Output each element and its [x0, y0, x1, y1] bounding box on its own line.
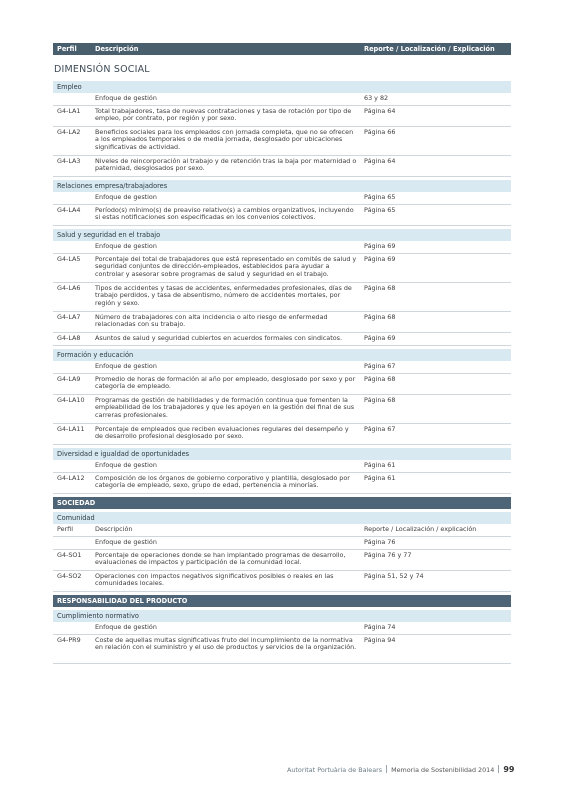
- row-description: Operaciones con impactos negativos significativos posibles o reales en las comunidades locales.: [95, 571, 334, 588]
- table-row: [53, 374, 511, 395]
- row-description: Coste de aquellas multas significativas fruto del incumplimiento de la normativa en relación con el suministro y el uso de productos y servicios de la organización.: [95, 635, 357, 652]
- group-title: Formación y educación: [57, 351, 134, 359]
- row-reference: Página 74: [364, 622, 396, 631]
- footer-organization: Autoritat Portuària de Balears: [287, 766, 383, 774]
- row-code: G4-LA3: [57, 156, 81, 165]
- table-row: [53, 333, 511, 346]
- row-reference: Página 68: [364, 312, 396, 321]
- group-cumplimiento: [53, 610, 511, 622]
- subheader-descripcion: Descripción: [95, 524, 133, 533]
- footer-divider: [386, 765, 387, 773]
- table-row: [53, 254, 511, 283]
- row-reference: Página 64: [364, 106, 396, 115]
- row-description: Enfoque de gestion: [95, 361, 157, 370]
- row-description: Período(s) mínimo(s) de preaviso relativo(s) a cambios organizativos, incluyendo si estas notificaciones son especificadas en los convenios colectivos.: [95, 205, 354, 222]
- gri-index-table: [53, 43, 511, 664]
- row-code: G4-LA12: [57, 473, 85, 482]
- row-description: Niveles de reincorporación al trabajo y de retención tras la baja por maternidad o paternidad, desglosados por sexo.: [95, 156, 357, 173]
- row-reference: Página 69: [364, 254, 396, 263]
- row-description: Número de trabajadores con alta incidencia o alto riesgo de enfermedad relacionadas con su trabajo.: [95, 312, 328, 329]
- group-formacion: [53, 349, 511, 361]
- table-row: [53, 635, 511, 664]
- table-row: [53, 424, 511, 445]
- group-diversidad: [53, 448, 511, 460]
- group-relaciones: [53, 180, 511, 192]
- group-title: Empleo: [57, 83, 82, 91]
- row-code: G4-LA2: [57, 127, 81, 136]
- row-description: Programas de gestión de habilidades y de formación continua que fomenten la empleabilidad de los trabajadores y que les apoyen en la gestión del final de sus carreras profesionales.: [95, 395, 355, 419]
- table-row: [53, 283, 511, 312]
- table-row: [53, 622, 511, 635]
- row-description: Enfoque de gestión: [95, 537, 157, 546]
- subheader-reporte: Reporte / Localización / explicación: [364, 524, 477, 533]
- row-code: G4-LA7: [57, 312, 81, 321]
- section-bar-producto: [53, 595, 511, 607]
- section-bar-sociedad: [53, 497, 511, 509]
- header-descripcion: Descripción: [95, 45, 139, 53]
- table-row: [53, 550, 511, 571]
- row-description: Beneficios sociales para los empleados con jornada completa, que no se ofrecen a los empleados temporales o de media jornada, desglosado por ubicaciones significativas de actividad.: [95, 127, 354, 151]
- row-reference: Página 64: [364, 156, 396, 165]
- table-row: [53, 537, 511, 550]
- row-reference: Página 68: [364, 395, 396, 404]
- row-code: G4-PR9: [57, 635, 81, 644]
- page-footer: [287, 765, 514, 774]
- table-row: [53, 460, 511, 473]
- row-reference: Página 69: [364, 333, 396, 342]
- header-reporte: Reporte / Localización / Explicación: [364, 45, 495, 53]
- row-description: Total trabajadores, tasa de nuevas contrataciones y tasa de rotación por tipo de empleo, por contrato, por región y por sexo.: [95, 106, 352, 123]
- group-title: Diversidad e igualdad de oportunidades: [57, 450, 190, 458]
- row-code: G4-LA1: [57, 106, 81, 115]
- row-description: Enfoque de gestion: [95, 460, 157, 469]
- table-row: [53, 361, 511, 374]
- table-row: [53, 205, 511, 226]
- row-reference: Página 67: [364, 361, 396, 370]
- row-code: G4-LA11: [57, 424, 85, 433]
- row-code: G4-LA9: [57, 374, 81, 383]
- table-row: [53, 127, 511, 156]
- subheader-perfil: Perfil: [57, 524, 73, 533]
- row-reference: Página 61: [364, 473, 396, 482]
- table-header: [53, 43, 511, 55]
- table-row: [53, 571, 511, 592]
- page-number: 99: [503, 765, 515, 774]
- row-description: Tipos de accidentes y tasas de accidentes, enfermedades profesionales, días de trabajo perdidos, y tasa de absentismo, número de accidentes mortales, por región y sexo.: [95, 283, 352, 307]
- row-code: G4-LA10: [57, 395, 85, 404]
- row-description: Enfoque de gestion: [95, 241, 157, 250]
- row-reference: Página 68: [364, 283, 396, 292]
- table-row: [53, 473, 511, 494]
- table-row: [53, 93, 511, 106]
- row-description: Porcentaje del total de trabajadores que está representado en comités de salud y seguridad conjuntos de dirección-empleados, establecidos para ayudar a controlar y asesorar sobre programas de salud y seguridad en el trabajo.: [95, 254, 357, 278]
- group-comunidad: [53, 512, 511, 524]
- row-description: Porcentaje de empleados que reciben evaluaciones regulares del desempeño y de desarrollo profesional desglosado por sexo.: [95, 424, 349, 441]
- section-bar-title: RESPONSABILIDAD DEL PRODUCTO: [57, 597, 188, 605]
- table-row: [53, 312, 511, 333]
- row-code: G4-SO1: [57, 550, 82, 559]
- table-row: [53, 156, 511, 177]
- group-title: Salud y seguridad en el trabajo: [57, 231, 161, 239]
- row-description: Enfoque de gestion: [95, 192, 157, 201]
- footer-divider: [498, 765, 499, 773]
- row-reference: Página 66: [364, 127, 396, 136]
- row-description: Porcentaje de operaciones donde se han implantado programas de desarrollo, evaluaciones de impactos y participación de la comunidad local.: [95, 550, 346, 567]
- row-description: Asuntos de salud y seguridad cubiertos en acuerdos formales con sindicatos.: [95, 333, 342, 342]
- row-reference: Página 76 y 77: [364, 550, 412, 559]
- row-reference: Página 69: [364, 241, 396, 250]
- table-subheader: [53, 524, 511, 537]
- row-code: G4-LA5: [57, 254, 81, 263]
- row-reference: Página 65: [364, 205, 396, 214]
- row-reference: Página 61: [364, 460, 396, 469]
- section-title: DIMENSIÓN SOCIAL: [54, 64, 150, 75]
- footer-report-title: Memoria de Sostenibilidad 2014: [391, 766, 495, 774]
- row-reference: Página 76: [364, 537, 396, 546]
- table-row: [53, 106, 511, 127]
- row-reference: Página 65: [364, 192, 396, 201]
- row-description: Enfoque de gestión: [95, 93, 157, 102]
- table-row: [53, 395, 511, 424]
- row-code: G4-LA6: [57, 283, 81, 292]
- row-reference: 63 y 82: [364, 93, 389, 102]
- row-description: Promedio de horas de formación al año por empleado, desglosado por sexo y por categoría de empleado.: [95, 374, 356, 391]
- row-description: Enfoque de gestión: [95, 622, 157, 631]
- row-code: G4-LA8: [57, 333, 81, 342]
- group-empleo: [53, 81, 511, 93]
- row-reference: Página 51, 52 y 74: [364, 571, 424, 580]
- row-code: G4-SO2: [57, 571, 82, 580]
- row-code: G4-LA4: [57, 205, 81, 214]
- row-reference: Página 68: [364, 374, 396, 383]
- row-reference: Página 94: [364, 635, 396, 644]
- group-salud: [53, 229, 511, 241]
- section-bar-title: SOCIEDAD: [57, 499, 96, 507]
- row-reference: Página 67: [364, 424, 396, 433]
- group-title: Comunidad: [57, 514, 95, 522]
- group-title: Relaciones empresa/trabajadores: [57, 182, 168, 190]
- group-title: Cumplimiento normativo: [57, 612, 139, 620]
- header-perfil: Perfil: [57, 45, 77, 53]
- table-row: [53, 241, 511, 254]
- table-row: [53, 192, 511, 205]
- row-description: Composición de los órganos de gobierno corporativo y plantilla, desglosado por categoría de empleado, sexo, grupo de edad, pertenencia a minorías.: [95, 473, 350, 490]
